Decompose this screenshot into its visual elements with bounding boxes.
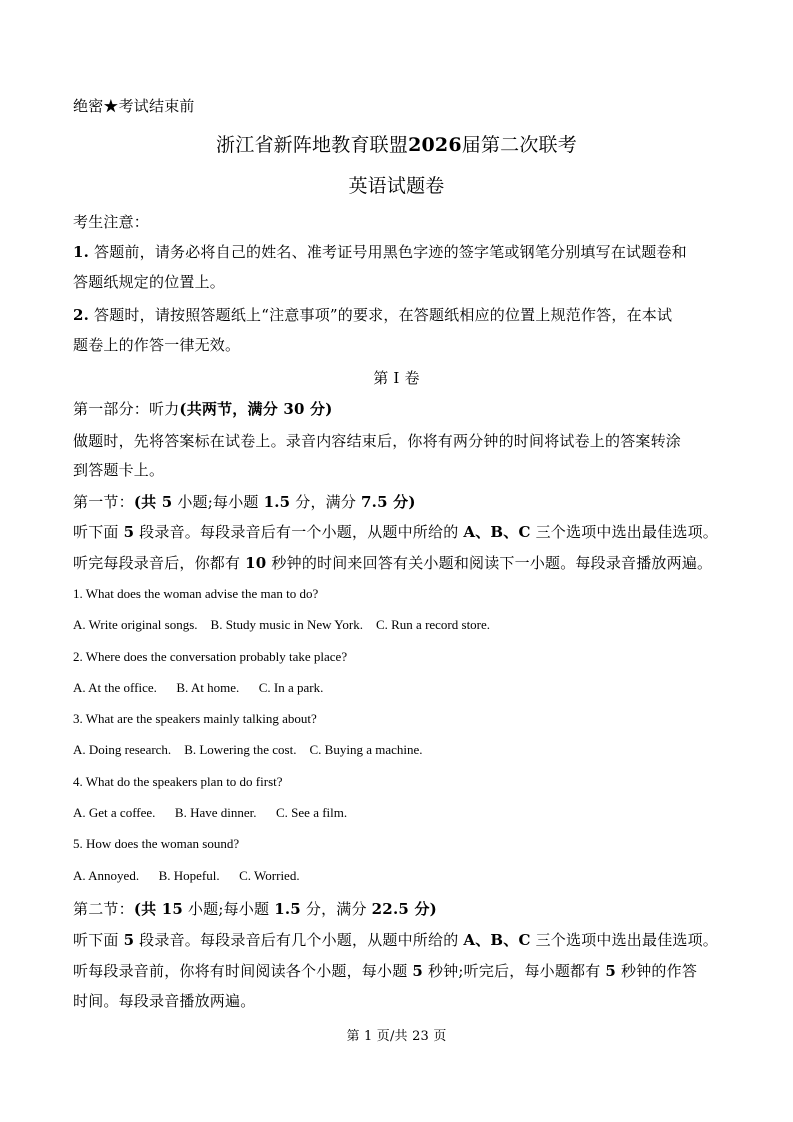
- instruction-number: 5: [412, 962, 424, 980]
- instruction-text: 听每段录音前，你将有时间阅读各个小题，每小题: [73, 962, 413, 980]
- part1-score: 30: [283, 400, 305, 418]
- section1-instruction-line-1: [73, 521, 718, 542]
- option-b: B. Lowering the cost.: [184, 742, 297, 757]
- section1-points-each: 1.5: [263, 493, 291, 511]
- section2-heading-part: 分): [409, 900, 437, 918]
- instruction-text: 段录音。每段录音后有几个小题，从题中所给的: [134, 931, 464, 949]
- section1-question-count: 5: [161, 493, 173, 511]
- option-a: A. Get a coffee.: [73, 805, 156, 820]
- instruction-text: 三个选项中选出最佳选项。: [530, 523, 718, 541]
- notice-item-2-line-1: [73, 304, 672, 325]
- option-a: A. Doing research.: [73, 742, 172, 757]
- question-3-options: [73, 742, 423, 758]
- instruction-number: 10: [245, 554, 267, 572]
- instruction-number: 5: [123, 523, 135, 541]
- option-c: C. Worried.: [239, 868, 300, 883]
- option-b: B. Have dinner.: [174, 805, 257, 820]
- option-a: A. Write original songs.: [73, 617, 198, 632]
- option-a: A. Annoyed.: [73, 868, 140, 883]
- section1-heading-part: 分): [387, 493, 416, 511]
- section2-question-count: 15: [161, 900, 184, 918]
- question-5-options: [73, 868, 300, 884]
- exam-subtitle: 英语试题卷: [348, 175, 445, 197]
- part1-heading: [73, 398, 333, 419]
- section2-points-each: 1.5: [274, 900, 301, 918]
- exam-title: [0, 130, 793, 157]
- question-5: 5. How does the woman sound?: [73, 836, 240, 851]
- instruction-text: 三个选项中选出最佳选项。: [530, 931, 718, 949]
- option-c: C. In a park.: [258, 680, 324, 695]
- notice-item-text: 答题前，请务必将自己的姓名、准考证号用黑色字迹的签字笔或钢笔分别填写在试题卷和: [94, 243, 687, 261]
- section1-instruction-line-2: [73, 552, 712, 573]
- page-footer: 第 1 页/共 23 页: [346, 1029, 447, 1044]
- instruction-text: 段录音。每段录音后有一个小题，从题中所给的: [134, 523, 464, 541]
- instruction-text: 秒钟的作答: [616, 962, 698, 980]
- section2-heading: [73, 898, 437, 919]
- instruction-text: 听完每段录音后，你都有: [73, 554, 246, 572]
- option-c: C. See a film.: [276, 805, 348, 820]
- part1-heading-bracket: (共两节，满分: [179, 400, 284, 418]
- part1-intro-line-2: 到答题卡上。: [73, 461, 165, 479]
- option-c: C. Buying a machine.: [309, 742, 423, 757]
- instruction-text: 秒钟;听完后，每小题都有: [423, 962, 606, 980]
- question-1: 1. What does the woman advise the man to do?: [73, 586, 319, 601]
- notice-item-1-line-2: 答题纸规定的位置上。: [73, 273, 226, 291]
- instruction-text: 听下面: [73, 931, 124, 949]
- option-b: B. Hopeful.: [158, 868, 220, 883]
- instruction-options: A、B、C: [463, 931, 531, 949]
- notice-item-number: 2.: [73, 306, 90, 324]
- notice-item-text: 答题时，请按照答题纸上“注意事项”的要求，在答题纸相应的位置上规范作答，在本试: [94, 306, 673, 324]
- question-3: 3. What are the speakers mainly talking about?: [73, 711, 317, 726]
- section2-heading-part: (共: [133, 900, 162, 918]
- title-year: 2026: [408, 134, 462, 156]
- section2-total: 22.5: [371, 900, 410, 918]
- section1-heading-part: 小题;每小题: [172, 493, 264, 511]
- section2-heading-part: 小题;每小题: [183, 900, 275, 918]
- instruction-text: 秒钟的时间来回答有关小题和阅读下一小题。每段录音播放两遍。: [266, 554, 713, 572]
- option-a: A. At the office.: [73, 680, 157, 695]
- volume-label: 第 I 卷: [373, 369, 420, 387]
- section2-instruction-line-2: [73, 960, 697, 981]
- question-2-options: [73, 680, 323, 696]
- question-2: 2. Where does the conversation probably take place?: [73, 649, 348, 664]
- section1-total: 7.5: [361, 493, 388, 511]
- question-1-options: [73, 617, 490, 633]
- section1-heading-text: 第一节：: [73, 493, 134, 511]
- question-4-options: [73, 805, 347, 821]
- part1-heading-end: 分): [304, 400, 333, 418]
- part1-heading-text: 第一部分：听力: [73, 400, 180, 418]
- title-text-suffix: 届第二次联考: [461, 134, 577, 156]
- notice-item-1-line-1: [73, 241, 687, 262]
- section2-heading-part: 分，满分: [300, 900, 372, 918]
- instruction-number: 5: [605, 962, 617, 980]
- section2-instruction-line-3: 时间。每段录音播放两遍。: [73, 992, 256, 1010]
- section1-heading: [73, 491, 416, 512]
- option-b: B. At home.: [176, 680, 240, 695]
- option-b: B. Study music in New York.: [210, 617, 363, 632]
- confidential-label: 绝密★考试结束前: [73, 97, 195, 115]
- notice-heading: 考生注意：: [73, 213, 150, 231]
- instruction-number: 5: [123, 931, 135, 949]
- section2-heading-text: 第二节：: [73, 900, 134, 918]
- notice-item-2-line-2: 题卷上的作答一律无效。: [73, 336, 241, 354]
- section2-instruction-line-1: [73, 929, 718, 950]
- part1-intro-line-1: 做题时，先将答案标在试卷上。录音内容结束后，你将有两分钟的时间将试卷上的答案转涂: [73, 432, 682, 450]
- question-4: 4. What do the speakers plan to do first?: [73, 774, 283, 789]
- option-c: C. Run a record store.: [375, 617, 491, 632]
- section1-heading-part: 分，满分: [290, 493, 362, 511]
- instruction-options: A、B、C: [463, 523, 531, 541]
- instruction-text: 听下面: [73, 523, 124, 541]
- title-text: 浙江省新阵地教育联盟: [216, 134, 409, 156]
- notice-item-number: 1.: [73, 243, 90, 261]
- section1-heading-part: (共: [133, 493, 162, 511]
